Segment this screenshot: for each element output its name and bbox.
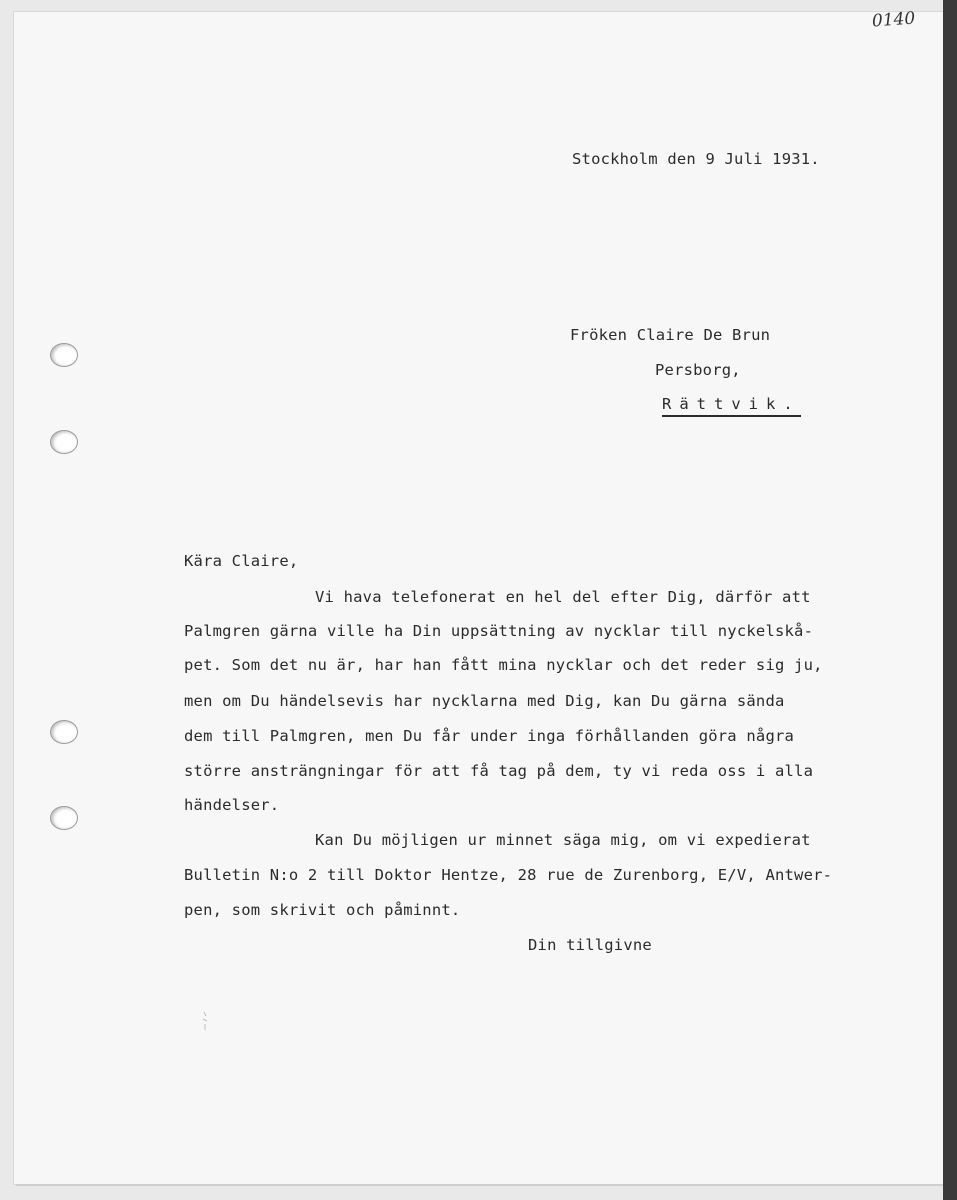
body-line: Vi hava telefonerat en hel del efter Dig, därför att bbox=[315, 588, 811, 606]
body-line: dem till Palmgren, men Du får under inga förhållanden göra några bbox=[184, 727, 795, 745]
archive-number: 0140 bbox=[871, 8, 916, 32]
body-line: Bulletin N:o 2 till Doktor Hentze, 28 rue de Zurenborg, E/V, Antwer- bbox=[184, 866, 833, 884]
recipient-town: Rättvik. bbox=[662, 395, 801, 417]
body-line: pen, som skrivit och påminnt. bbox=[184, 901, 461, 919]
punch-hole bbox=[50, 430, 78, 454]
punch-hole bbox=[50, 720, 78, 744]
salutation: Kära Claire, bbox=[184, 552, 299, 570]
body-line: händelser. bbox=[184, 796, 280, 814]
scan-border bbox=[943, 0, 957, 1200]
body-line: pet. Som det nu är, har han fått mina nycklar och det reder sig ju, bbox=[184, 656, 823, 674]
dateline: Stockholm den 9 Juli 1931. bbox=[572, 150, 820, 168]
punch-hole bbox=[50, 343, 78, 367]
recipient-street: Persborg, bbox=[655, 361, 741, 379]
body-line: Palmgren gärna ville ha Din uppsättning av nycklar till nyckelskå- bbox=[184, 622, 814, 640]
punch-hole bbox=[50, 806, 78, 830]
recipient-name: Fröken Claire De Brun bbox=[570, 326, 771, 344]
body-line: Kan Du möjligen ur minnet säga mig, om vi expedierat bbox=[315, 831, 811, 849]
body-line: men om Du händelsevis har nycklarna med Dig, kan Du gärna sända bbox=[184, 692, 785, 710]
faint-pencil-mark bbox=[200, 1010, 216, 1034]
body-line: större ansträngningar för att få tag på dem, ty vi reda oss i alla bbox=[184, 762, 814, 780]
closing: Din tillgivne bbox=[528, 936, 652, 954]
